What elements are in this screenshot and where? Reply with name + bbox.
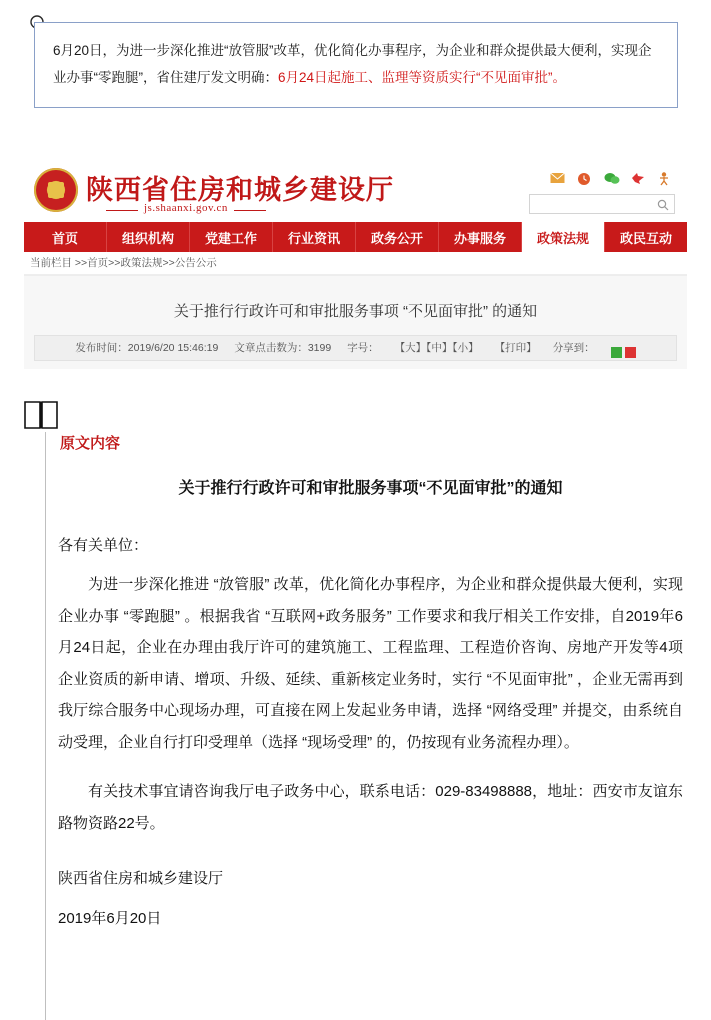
nav-item-0[interactable]: 首页 <box>24 222 107 252</box>
signature-date: 2019年6月20日 <box>58 909 162 927</box>
mail-icon[interactable] <box>550 172 565 185</box>
document-title: 关于推行行政许可和审批服务事项“不见面审批”的通知 <box>178 480 563 497</box>
share-label: 分享到： <box>552 342 595 354</box>
nav-item-5[interactable]: 办事服务 <box>439 222 522 252</box>
site-header <box>24 160 687 222</box>
signature-org: 陕西省住房和城乡建设厅 <box>58 870 224 888</box>
nav-item-7[interactable]: 政民互动 <box>619 230 672 246</box>
article-area <box>24 275 687 369</box>
header-icon-group <box>550 172 673 185</box>
site-nav[interactable] <box>24 222 687 252</box>
summary-highlight: 6月24日起施工、监理等资质实行“不见面审批”。 <box>278 70 567 85</box>
document-body <box>58 472 683 942</box>
nav-item-6[interactable]: 政策法规 <box>522 222 605 252</box>
article-headline: 关于推行行政许可和审批服务事项 “不见面审批” 的通知 <box>173 303 538 320</box>
summary-callout <box>34 22 678 108</box>
summary-text: 6月20日，为进一步深化推进“放管服”改革，优化简化办事程序，为企业和群众提供最大便利，实现企业办事“零跑腿”，省住建厅发文明确： <box>53 43 652 85</box>
document-paragraph-1: 为进一步深化推进 “放管服” 改革，优化简化办事程序，为企业和群众提供最大便利，实现企业办事 “零跑腿” 。根据我省 “互联网+政务服务” 工作要求和我厅相关工作安排，自2019年6月24日起，企业在办理由我厅许可的建筑施工、工程监理、工程造价咨询、房地产开发等4项企业资质的新申请、增项、升级、延续、重新核定业务时，实行 “不见面审批” ，企业无需再到我厅综合服务中心现场办理，可直接在网上发起业务申请，选择 “网络受理” 并提交，由系统自动受理，企业自行打印受理单（选择 “现场受理” 的，仍按现有业务流程办理）。 <box>58 576 683 751</box>
open-book-icon <box>22 398 62 432</box>
publish-time: 发布时间：2019/6/20 15:46:19 <box>75 342 219 354</box>
fontsize-options[interactable]: 【大】【中】【小】 <box>394 342 479 354</box>
document-salutation: 各有关单位： <box>58 536 149 554</box>
nav-item-1[interactable]: 组织机构 <box>107 222 190 252</box>
site-title: 陕西省住房和城乡建设厅 <box>86 175 394 205</box>
document-paragraph-2: 有关技术事宜请咨询我厅电子政务中心，联系电话：029-83498888，地址：西安市友谊东路物资路22号。 <box>58 783 683 832</box>
share-weibo-icon[interactable] <box>625 343 636 354</box>
clock-icon[interactable] <box>577 172 592 185</box>
weibo-icon[interactable] <box>631 172 646 185</box>
fontsize-label: 字号： <box>347 342 379 354</box>
view-count: 文章点击数为：3199 <box>234 342 332 354</box>
site-search-input[interactable] <box>529 194 675 214</box>
website-screenshot <box>24 160 687 370</box>
nav-item-2[interactable]: 党建工作 <box>190 222 273 252</box>
vertical-divider <box>45 432 46 1020</box>
site-domain: js.shaanxi.gov.cn <box>144 202 228 214</box>
article-meta-bar <box>34 335 677 361</box>
nav-item-4[interactable]: 政务公开 <box>356 222 439 252</box>
accessibility-icon[interactable] <box>658 172 673 185</box>
national-emblem-icon <box>34 168 78 212</box>
print-button[interactable]: 【打印】 <box>494 342 537 354</box>
nav-item-3[interactable]: 行业资讯 <box>273 222 356 252</box>
signature-block <box>58 863 683 934</box>
section-label: 原文内容 <box>60 435 121 452</box>
search-icon[interactable] <box>657 198 669 210</box>
share-icon-group[interactable] <box>611 343 636 354</box>
share-wechat-icon[interactable] <box>611 343 622 354</box>
wechat-icon[interactable] <box>604 172 619 185</box>
breadcrumb: 当前栏目 >>首页>>政策法规>>公告公示 <box>24 252 687 275</box>
